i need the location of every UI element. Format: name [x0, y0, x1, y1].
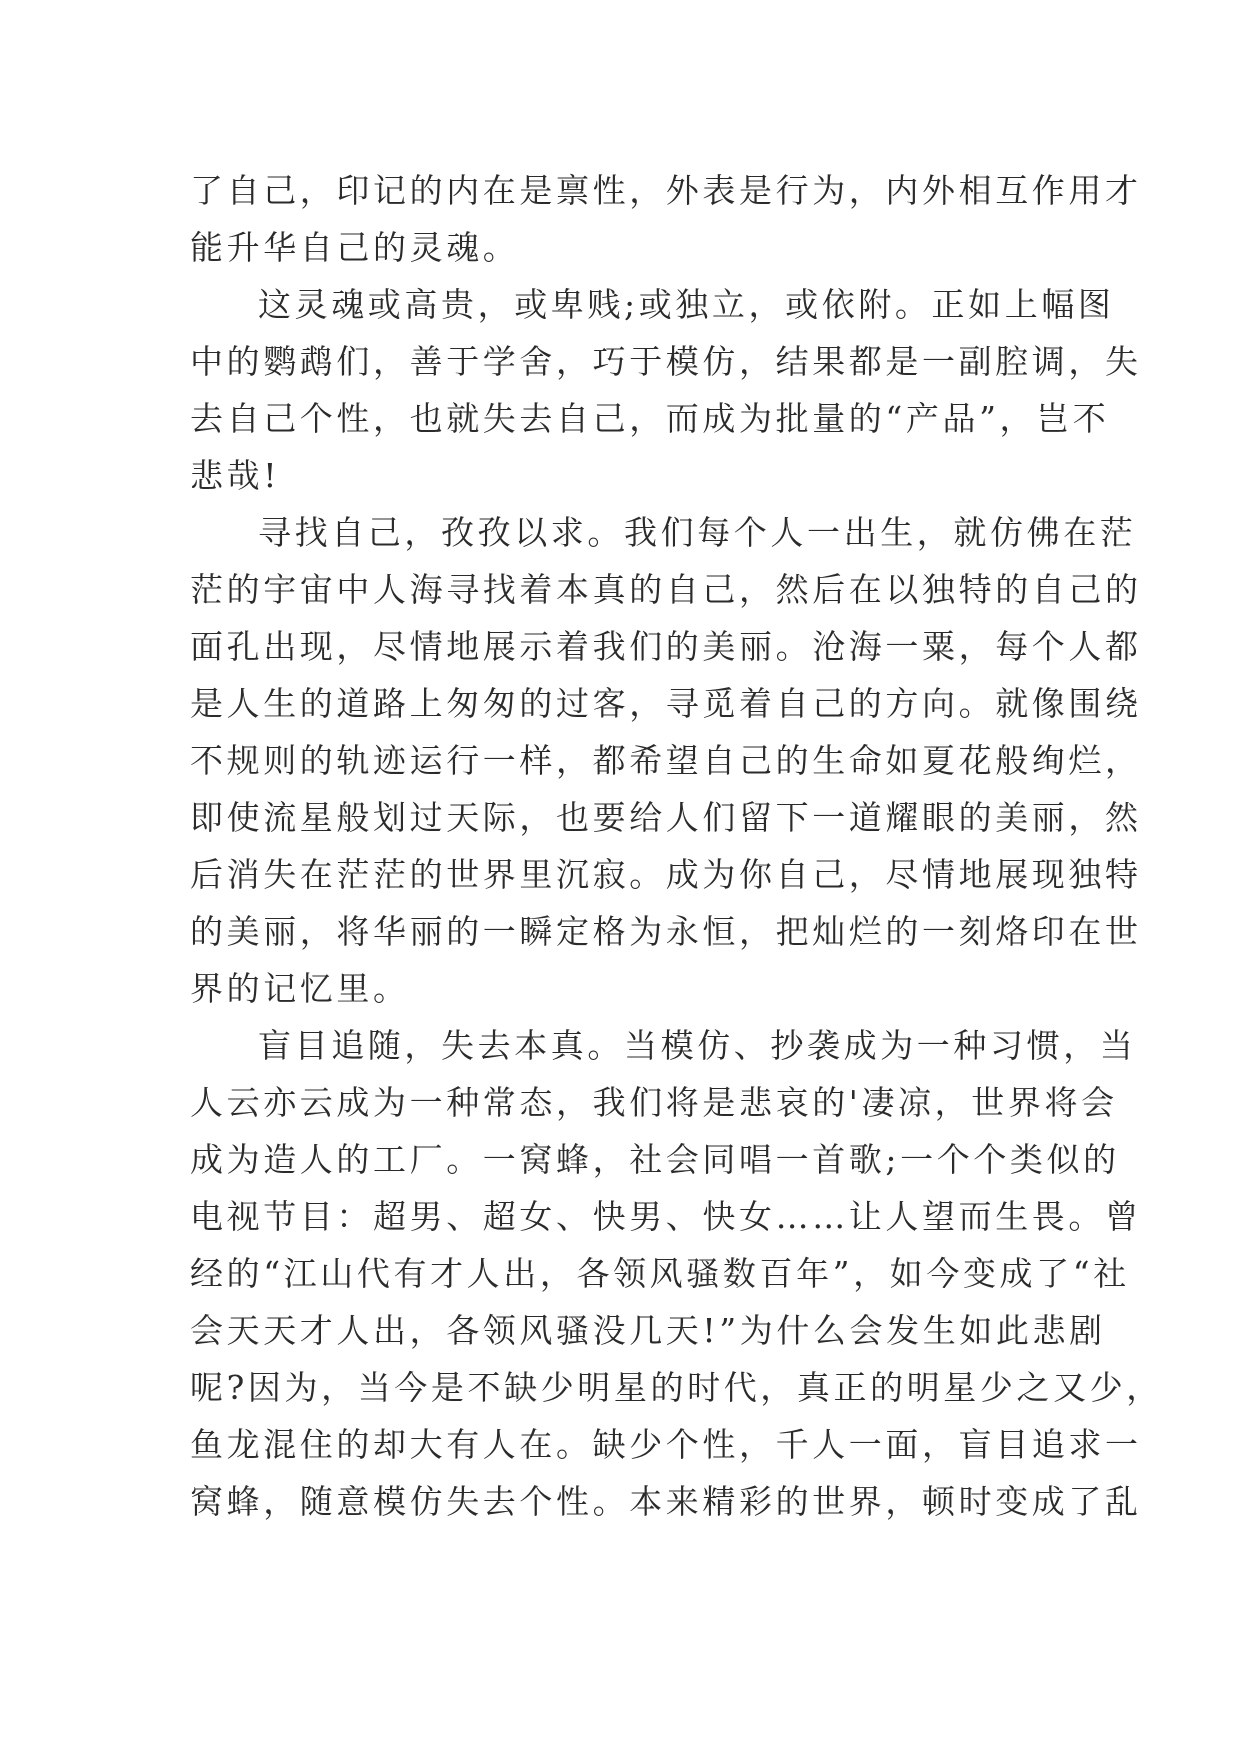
text-line: 不规则的轨迹运行一样，都希望自己的生命如夏花般绚烂， — [190, 741, 1142, 780]
paragraph — [190, 504, 1142, 1017]
text-line: 这灵魂或高贵，或卑贱;或独立，或依附。正如上幅图 — [258, 285, 1115, 324]
text-line: 中的鹦鹉们，善于学舍，巧于模仿，结果都是一副腔调，失 — [190, 342, 1142, 381]
text-line: 后消失在茫茫的世界里沉寂。成为你自己，尽情地展现独特 — [190, 855, 1142, 894]
text-line: 经的“江山代有才人出，各领风骚数百年”，如今变成了“社 — [190, 1254, 1130, 1293]
text-line: 悲哉! — [190, 456, 281, 495]
text-line: 电视节目：超男、超女、快男、快女……让人望而生畏。曾 — [190, 1197, 1142, 1236]
text-line: 窝蜂，随意模仿失去个性。本来精彩的世界，顿时变成了乱 — [190, 1482, 1142, 1521]
text-line: 界的记忆里。 — [190, 969, 410, 1008]
text-line: 面孔出现，尽情地展示着我们的美丽。沧海一粟，每个人都 — [190, 627, 1142, 666]
paragraph — [190, 276, 1142, 504]
text-line: 了自己，印记的内在是禀性，外表是行为，内外相互作用才 — [190, 171, 1142, 210]
paragraph — [190, 1017, 1163, 1530]
body-text — [190, 162, 1163, 1530]
text-line: 的美丽，将华丽的一瞬定格为永恒，把灿烂的一刻烙印在世 — [190, 912, 1142, 951]
text-line: 即使流星般划过天际，也要给人们留下一道耀眼的美丽，然 — [190, 798, 1142, 837]
text-line: 去自己个性，也就失去自己，而成为批量的“产品”，岂不 — [190, 399, 1110, 438]
text-line: 寻找自己，孜孜以求。我们每个人一出生，就仿佛在茫 — [258, 513, 1137, 552]
text-line: 呢?因为，当今是不缺少明星的时代，真正的明星少之又少， — [190, 1368, 1163, 1407]
text-line: 鱼龙混住的却大有人在。缺少个性，千人一面，盲目追求一 — [190, 1425, 1142, 1464]
text-line: 是人生的道路上匆匆的过客，寻觅着自己的方向。就像围绕 — [190, 684, 1142, 723]
text-line: 能升华自己的灵魂。 — [190, 228, 520, 267]
text-line: 茫的宇宙中人海寻找着本真的自己，然后在以独特的自己的 — [190, 570, 1142, 609]
text-line: 会天天才人出，各领风骚没几天!”为什么会发生如此悲剧 — [190, 1311, 1106, 1350]
text-line: 人云亦云成为一种常态，我们将是悲哀的'凄凉，世界将会 — [190, 1083, 1118, 1122]
paragraph — [190, 162, 1142, 276]
text-line: 盲目追随，失去本真。当模仿、抄袭成为一种习惯，当 — [258, 1026, 1137, 1065]
text-line: 成为造人的工厂。一窝蜂，社会同唱一首歌;一个个类似的 — [190, 1140, 1120, 1179]
